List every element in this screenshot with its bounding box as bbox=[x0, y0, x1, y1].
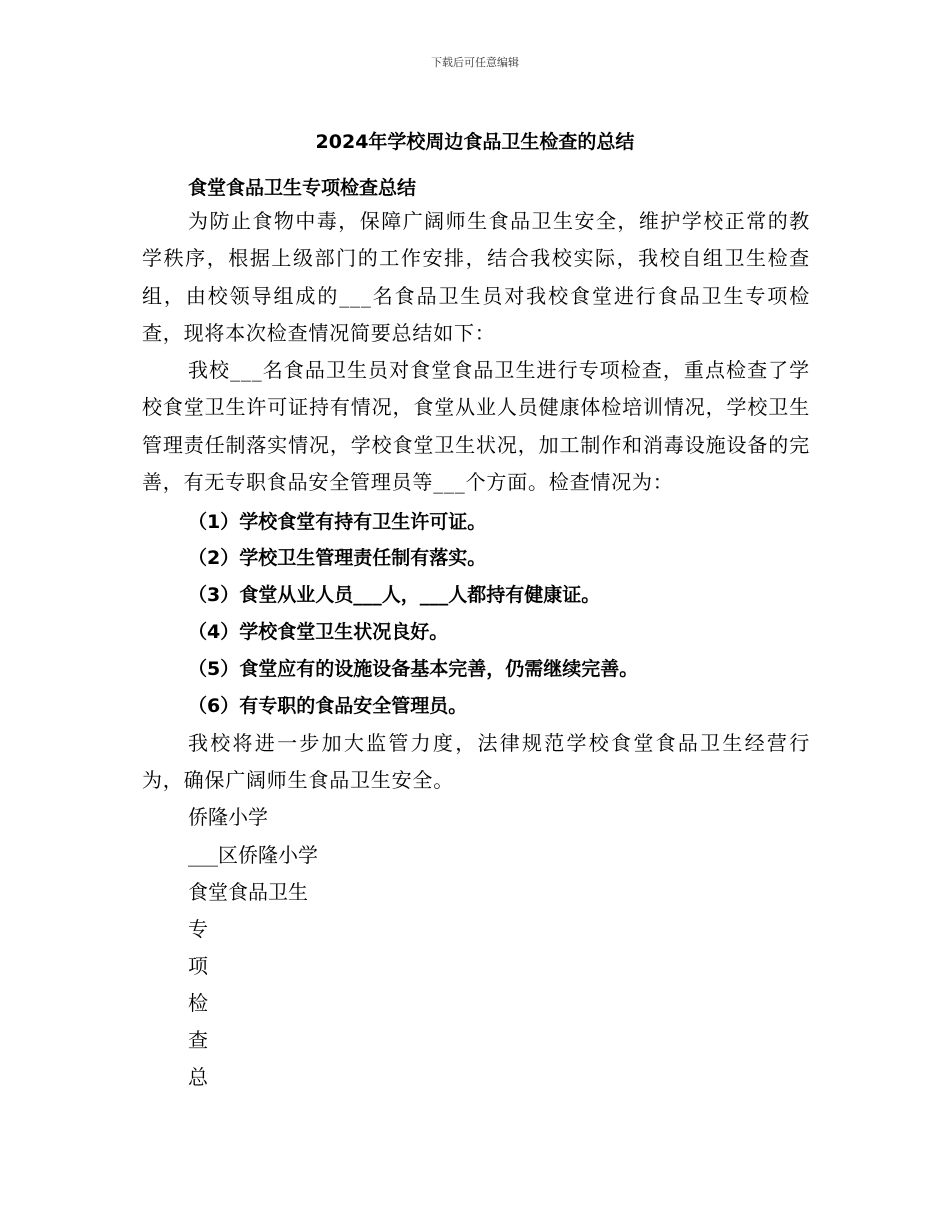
closing-paragraph: 我校将进一步加大监管力度，法律规范学校食堂食品卫生经营行为，确保广阔师生食品卫生安全。 bbox=[142, 731, 810, 793]
signature-char-2: 项 bbox=[188, 954, 208, 978]
finding-item-4: （4）学校食堂卫生状况良好。 bbox=[188, 621, 449, 643]
signature-label: 食堂食品卫生 bbox=[188, 880, 308, 904]
document-title: 2024年学校周边食品卫生检查的总结 bbox=[315, 131, 635, 153]
section-subtitle: 食堂食品卫生专项检查总结 bbox=[188, 177, 417, 199]
signature-char-1: 专 bbox=[188, 917, 208, 941]
signature-char-4: 查 bbox=[188, 1028, 208, 1052]
finding-item-2: （2）学校卫生管理责任制有落实。 bbox=[188, 547, 487, 569]
intro-paragraph: 为防止食物中毒，保障广阔师生食品卫生安全，维护学校正常的教学秩序，根据上级部门的工作安排，结合我校实际，我校自组卫生检查组，由校领导组成的___名食品卫生员对我校食堂进行食品卫生专项检查，现将本次检查情况简要总结如下： bbox=[142, 209, 810, 345]
signature-district: ___区侨隆小学 bbox=[188, 843, 318, 867]
inspection-paragraph: 我校___名食品卫生员对食堂食品卫生进行专项检查，重点检查了学校食堂卫生许可证持有情况，食堂从业人员健康体检培训情况，学校卫生管理责任制落实情况，学校食堂卫生状况，加工制作和消毒设施设备的完善，有无专职食品安全管理员等___个方面。检查情况为： bbox=[142, 358, 810, 494]
signature-school: 侨隆小学 bbox=[188, 805, 268, 829]
signature-char-5: 总 bbox=[188, 1065, 208, 1089]
header-note: 下载后可任意编辑 bbox=[431, 56, 519, 69]
finding-item-1: （1）学校食堂有持有卫生许可证。 bbox=[188, 511, 487, 533]
finding-item-6: （6）有专职的食品安全管理员。 bbox=[188, 695, 468, 717]
finding-item-5: （5）食堂应有的设施设备基本完善，仍需继续完善。 bbox=[188, 658, 639, 680]
signature-char-3: 检 bbox=[188, 991, 208, 1015]
finding-item-3: （3）食堂从业人员___人，___人都持有健康证。 bbox=[188, 584, 601, 606]
